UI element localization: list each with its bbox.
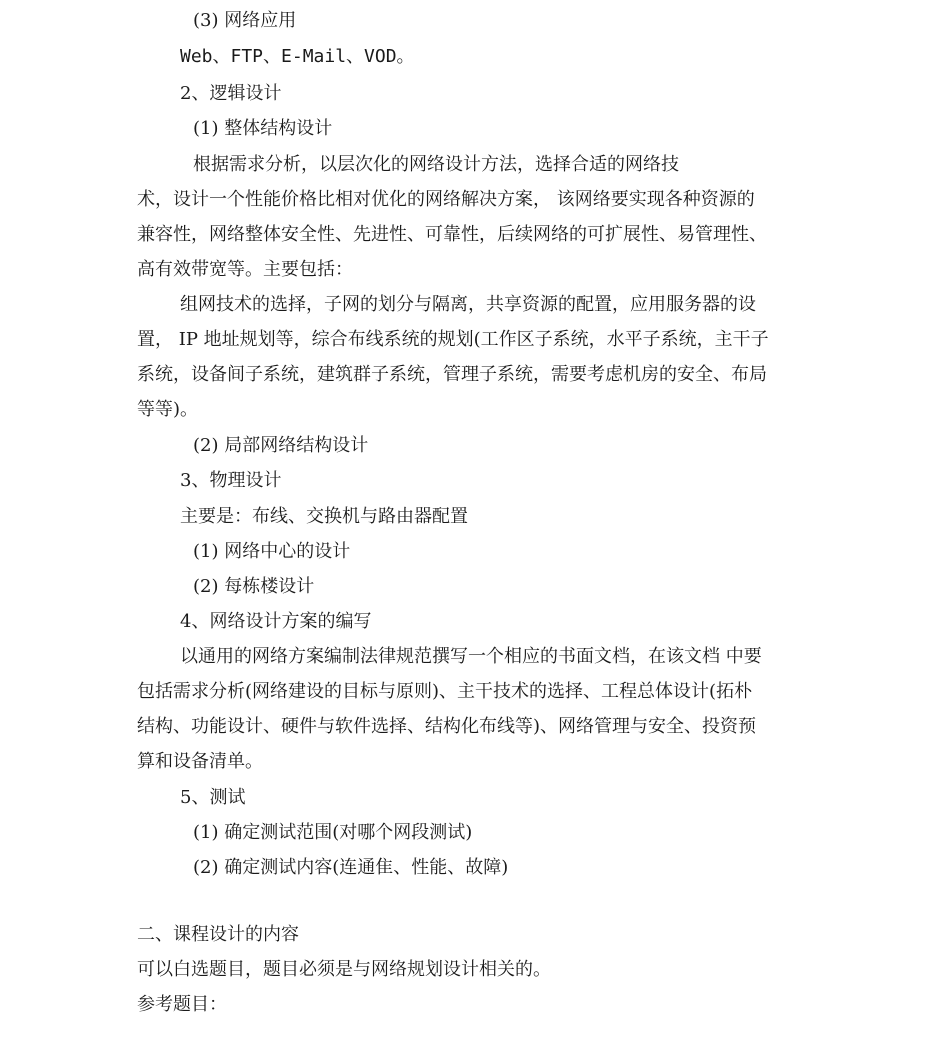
paragraph-line: 包括需求分析(网络建设的目标与原则)、主干技术的选择、工程总体设计(拓朴 bbox=[137, 681, 753, 702]
subheading-network-applications: (3) 网络应用 bbox=[193, 10, 297, 31]
section-heading-logical-design: 2、逻辑设计 bbox=[180, 83, 282, 104]
paragraph-line: 算和设备清单。 bbox=[137, 751, 263, 772]
section-heading-plan-writing: 4、网络设计方案的编写 bbox=[180, 611, 372, 632]
paragraph-line: 参考题目： bbox=[137, 994, 227, 1015]
subheading-overall-structure: (1) 整体结构设计 bbox=[193, 118, 333, 139]
paragraph-line: 系统，设备间子系统，建筑群子系统，管理子系统，需要考虑机房的安全、布局 bbox=[137, 364, 767, 385]
paragraph-line: 高有效带宽等。主要包括： bbox=[137, 259, 353, 280]
subheading-test-content: (2) 确定测试内容(连通隹、性能、故障) bbox=[193, 857, 509, 878]
paragraph-line: 根据需求分析，以层次化的网络设计方法，选择合适的网络技 bbox=[193, 154, 679, 175]
section-heading-testing: 5、测试 bbox=[180, 787, 246, 808]
subheading-local-structure: (2) 局部网络结构设计 bbox=[193, 435, 369, 456]
subheading-network-center: (1) 网络中心的设计 bbox=[193, 541, 351, 562]
paragraph-line: 等等)。 bbox=[137, 399, 199, 420]
paragraph-line: 兼容性，网络整体安全性、先进性、可靠性，后续网络的可扩展性、易管理性、 bbox=[137, 224, 767, 245]
subheading-building-design: (2) 每栋楼设计 bbox=[193, 576, 315, 597]
paragraph-line: 以通用的网络方案编制法律规范撰写一个相应的书面文档，在该文档 中要 bbox=[180, 646, 762, 667]
chapter-heading-course-content: 二、课程设计的内容 bbox=[137, 924, 299, 945]
paragraph-line: 置， IP 地址规划等，综合布线系统的规划(工作区子系统，水平子系统，主干子 bbox=[137, 329, 769, 350]
subheading-test-scope: (1) 确定测试范围(对哪个网段测试) bbox=[193, 822, 473, 843]
paragraph-line: 组网技术的选择，子网的划分与隔离，共享资源的配置，应用服务器的设 bbox=[180, 294, 756, 315]
paragraph-line: Web、FTP、E-Mail、VOD。 bbox=[180, 46, 415, 67]
paragraph-line: 主要是：布线、交换机与路由器配置 bbox=[180, 506, 468, 527]
section-heading-physical-design: 3、物理设计 bbox=[180, 470, 282, 491]
paragraph-line: 术，设计一个性能价格比相对优化的网络解决方案， 该网络要实现各种资源的 bbox=[137, 189, 755, 210]
paragraph-line: 结构、功能设计、硬件与软件选择、结构化布线等)、网络管理与安全、投资预 bbox=[137, 716, 757, 737]
paragraph-line: 可以白选题目，题目必须是与网络规划设计相关的。 bbox=[137, 959, 551, 980]
